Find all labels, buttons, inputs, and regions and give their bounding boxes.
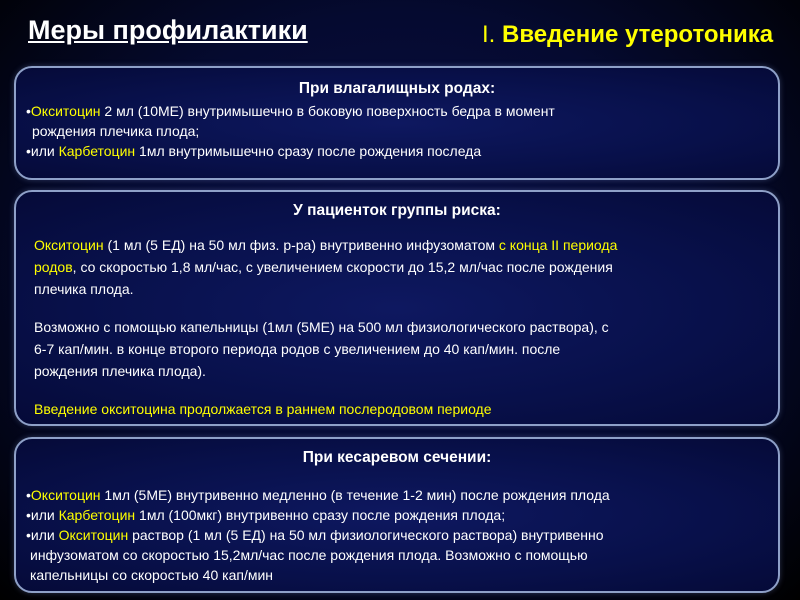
carbetocin-label: Карбетоцин: [58, 507, 136, 523]
cesarean-carbetocin-text: 1мл (100мкг) внутривенно сразу после рождения плода;: [135, 507, 506, 523]
risk-infusion-line3: плечика плода.: [34, 281, 134, 297]
risk-infusion-paragraph: [16, 234, 778, 300]
cesarean-infusion-text: раствор (1 мл (5 ЕД) на 50 мл физиологического раствора) внутривенно: [128, 527, 604, 543]
slide-title-left: Меры профилактики: [28, 15, 308, 45]
bullet: •: [26, 103, 31, 119]
title-right-text: Введение утеротоника: [502, 21, 774, 48]
risk-infusion-text2: , со скоростью 1,8 мл/час, с увеличением скорости до 15,2 мл/час после рождения: [72, 259, 613, 275]
cesarean-title: При кесаревом сечении:: [302, 449, 492, 466]
risk-group-box: [14, 190, 780, 426]
risk-dropper-paragraph: [16, 316, 778, 382]
cesarean-infusion-line: [16, 525, 778, 545]
vaginal-oxytocin-line: [16, 101, 778, 121]
risk-group-title: У пациенток группы риска:: [293, 202, 501, 219]
title-roman-numeral: I.: [482, 21, 503, 48]
risk-dropper-line3: рождения плечика плода).: [34, 363, 206, 379]
slide-title-right: [482, 18, 773, 52]
risk-infusion-highlight1: с конца II периода: [498, 237, 618, 253]
vaginal-oxytocin-text: 2 мл (10МЕ) внутримышечно в боковую поверхность бедра в момент: [100, 103, 555, 119]
risk-infusion-line1: [34, 234, 778, 256]
cesarean-infusion-line-cont: инфузоматом со скоростью 15,2мл/час после рождения плода. Возможно с помощью: [30, 547, 588, 563]
risk-infusion-highlight2: родов: [34, 259, 73, 275]
vaginal-carbetocin-text: 1мл внутримышечно сразу после рождения последа: [135, 143, 482, 159]
risk-continuation-note: [16, 398, 778, 420]
vaginal-oxytocin-line-cont: рождения плечика плода;: [32, 123, 200, 139]
oxytocin-label: Окситоцин: [30, 487, 101, 503]
cesarean-oxytocin-line: [16, 485, 778, 505]
oxytocin-label: Окситоцин: [34, 237, 104, 253]
vaginal-delivery-title: При влагалищных родах:: [298, 80, 496, 97]
risk-dropper-line1: Возможно с помощью капельницы (1мл (5МЕ) на 500 мл физиологического раствора), с: [34, 319, 609, 335]
risk-continuation-text: Введение окситоцина продолжается в раннем послеродовом периоде: [34, 401, 492, 417]
oxytocin-label: Окситоцин: [58, 527, 129, 543]
or-prefix: •или: [26, 507, 59, 523]
oxytocin-label: Окситоцин: [30, 103, 101, 119]
carbetocin-label: Карбетоцин: [58, 143, 136, 159]
or-prefix: •или: [26, 527, 59, 543]
cesarean-dropper-line: капельницы со скоростью 40 кап/мин: [30, 567, 274, 583]
bullet: •: [26, 487, 31, 503]
or-prefix: •или: [26, 143, 59, 159]
vaginal-carbetocin-line: [16, 141, 778, 161]
cesarean-carbetocin-line: [16, 505, 778, 525]
cesarean-box: [14, 437, 780, 593]
risk-infusion-line2: [34, 256, 778, 278]
risk-dropper-line2: 6-7 кап/мин. в конце второго периода родов с увеличением до 40 кап/мин. после: [34, 341, 561, 357]
risk-infusion-text1: (1 мл (5 ЕД) на 50 мл физ. р-ра) внутривенно инфузоматом: [103, 237, 499, 253]
cesarean-oxytocin-text: 1мл (5МЕ) внутривенно медленно (в течение 1-2 мин) после рождения плода: [100, 487, 610, 503]
vaginal-delivery-box: [14, 66, 780, 180]
